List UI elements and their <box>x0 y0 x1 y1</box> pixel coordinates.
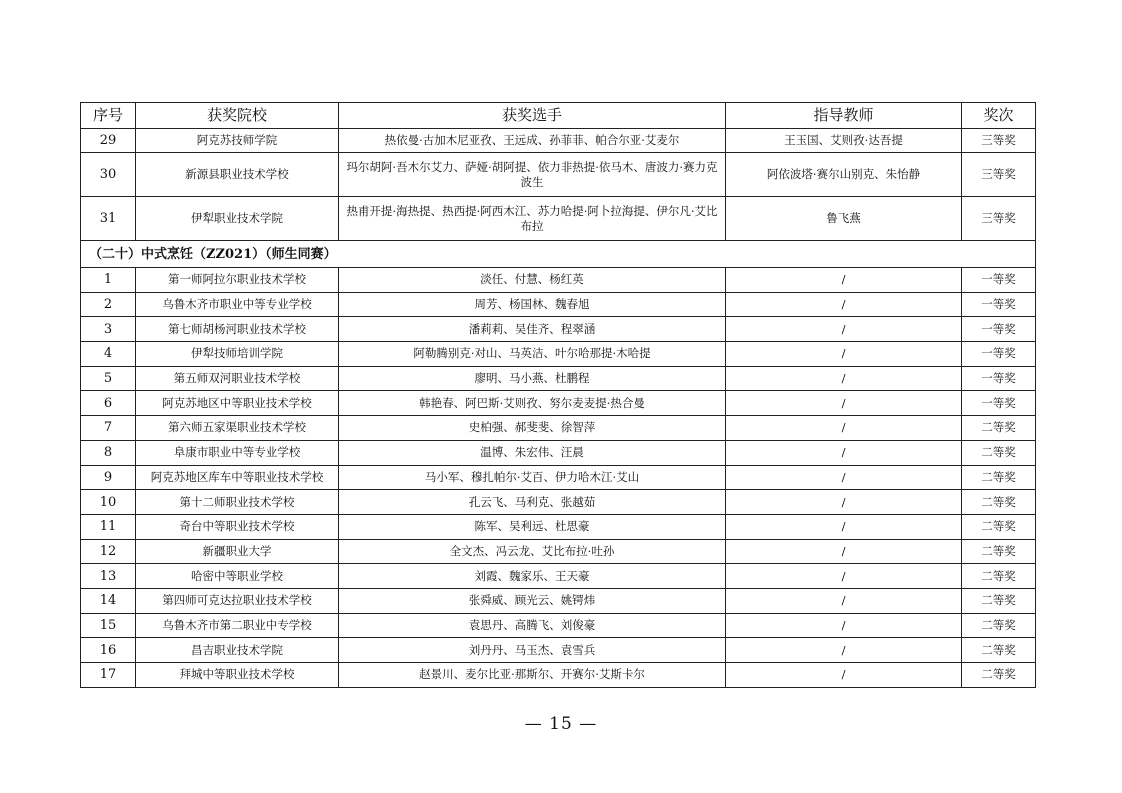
row-players: 周芳、杨国林、魏春旭 <box>339 292 726 317</box>
row-seq: 5 <box>81 366 136 391</box>
row-teacher: 鲁飞燕 <box>726 197 962 241</box>
row-seq: 11 <box>81 514 136 539</box>
row-players: 潘莉莉、吴佳齐、程翠涵 <box>339 317 726 342</box>
table-row <box>81 564 1036 589</box>
row-school: 伊犁技师培训学院 <box>136 342 339 367</box>
table-row <box>81 638 1036 663</box>
row-award: 一等奖 <box>962 317 1036 342</box>
table-row <box>81 129 1036 153</box>
row-seq: 17 <box>81 663 136 688</box>
row-players: 温博、朱宏伟、汪晨 <box>339 440 726 465</box>
table-row <box>81 342 1036 367</box>
row-players: 袁思丹、高腾飞、刘俊豪 <box>339 613 726 638</box>
row-school: 奇台中等职业技术学校 <box>136 514 339 539</box>
row-school: 第一师阿拉尔职业技术学校 <box>136 268 339 293</box>
page-number: — 15 — <box>524 714 598 734</box>
row-teacher: / <box>726 317 962 342</box>
row-award: 一等奖 <box>962 366 1036 391</box>
row-players: 热甫开提·海热提、热西提·阿西木江、苏力哈提·阿卜拉海提、伊尔凡·艾比布拉 <box>339 197 726 241</box>
row-players: 玛尔胡阿·吾木尔艾力、萨娅·胡阿提、依力非热提·依马木、唐波力·赛力克波生 <box>339 153 726 197</box>
row-school: 阿克苏地区中等职业技术学校 <box>136 391 339 416</box>
row-school: 第十二师职业技术学校 <box>136 490 339 515</box>
row-seq: 2 <box>81 292 136 317</box>
row-teacher: / <box>726 564 962 589</box>
row-school: 拜城中等职业技术学校 <box>136 663 339 688</box>
row-seq: 1 <box>81 268 136 293</box>
row-players: 全文杰、冯云龙、艾比布拉·吐孙 <box>339 539 726 564</box>
row-school: 新源县职业技术学校 <box>136 153 339 197</box>
table-row <box>81 539 1036 564</box>
table-header-row <box>81 103 1036 129</box>
row-seq: 9 <box>81 465 136 490</box>
row-award: 二等奖 <box>962 663 1036 688</box>
row-seq: 10 <box>81 490 136 515</box>
row-teacher: / <box>726 292 962 317</box>
table-row <box>81 440 1036 465</box>
row-teacher: / <box>726 588 962 613</box>
row-school: 第四师可克达拉职业技术学校 <box>136 588 339 613</box>
table-row <box>81 416 1036 441</box>
row-players: 淡任、付慧、杨红英 <box>339 268 726 293</box>
row-award: 一等奖 <box>962 391 1036 416</box>
row-seq: 12 <box>81 539 136 564</box>
row-school: 第六师五家渠职业技术学校 <box>136 416 339 441</box>
row-seq: 31 <box>81 197 136 241</box>
row-award: 二等奖 <box>962 465 1036 490</box>
row-award: 一等奖 <box>962 292 1036 317</box>
awards-table-container <box>80 102 1035 688</box>
row-seq: 30 <box>81 153 136 197</box>
row-school: 阜康市职业中等专业学校 <box>136 440 339 465</box>
row-teacher: / <box>726 539 962 564</box>
row-teacher: / <box>726 268 962 293</box>
row-award: 二等奖 <box>962 539 1036 564</box>
table-row <box>81 153 1036 197</box>
table-row <box>81 197 1036 241</box>
section-header-row <box>81 241 1036 268</box>
row-players: 马小军、穆扎帕尔·艾百、伊力哈木江·艾山 <box>339 465 726 490</box>
row-school: 第七师胡杨河职业技术学校 <box>136 317 339 342</box>
row-players: 孔云飞、马利克、张越茹 <box>339 490 726 515</box>
row-award: 二等奖 <box>962 564 1036 589</box>
row-players: 热依曼·古加木尼亚孜、王远成、孙菲菲、帕合尔亚·艾麦尔 <box>339 129 726 153</box>
table-row <box>81 317 1036 342</box>
row-award: 二等奖 <box>962 440 1036 465</box>
row-players: 韩艳春、阿巴斯·艾则孜、努尔麦麦提·热合曼 <box>339 391 726 416</box>
row-seq: 7 <box>81 416 136 441</box>
row-school: 阿克苏技师学院 <box>136 129 339 153</box>
section-title: （二十）中式烹饪（ZZ021）（师生同赛） <box>81 241 1036 268</box>
table-row <box>81 490 1036 515</box>
awards-table <box>80 102 1036 688</box>
row-seq: 16 <box>81 638 136 663</box>
row-seq: 6 <box>81 391 136 416</box>
row-award: 三等奖 <box>962 197 1036 241</box>
row-school: 新疆职业大学 <box>136 539 339 564</box>
row-teacher: / <box>726 465 962 490</box>
row-seq: 3 <box>81 317 136 342</box>
row-award: 一等奖 <box>962 268 1036 293</box>
row-school: 伊犁职业技术学院 <box>136 197 339 241</box>
row-seq: 8 <box>81 440 136 465</box>
row-players: 陈军、吴利远、杜思豪 <box>339 514 726 539</box>
row-teacher: / <box>726 440 962 465</box>
row-school: 阿克苏地区库车中等职业技术学校 <box>136 465 339 490</box>
row-seq: 15 <box>81 613 136 638</box>
table-body <box>81 129 1036 688</box>
row-award: 二等奖 <box>962 416 1036 441</box>
row-school: 乌鲁木齐市第二职业中专学校 <box>136 613 339 638</box>
table-row <box>81 613 1036 638</box>
row-award: 三等奖 <box>962 129 1036 153</box>
row-players: 张舜威、顾光云、姚锷炜 <box>339 588 726 613</box>
row-award: 二等奖 <box>962 613 1036 638</box>
row-players: 刘丹丹、马玉杰、袁雪兵 <box>339 638 726 663</box>
row-award: 二等奖 <box>962 588 1036 613</box>
row-seq: 29 <box>81 129 136 153</box>
table-row <box>81 268 1036 293</box>
row-players: 廖明、马小燕、杜鹏程 <box>339 366 726 391</box>
row-teacher: / <box>726 490 962 515</box>
table-row <box>81 663 1036 688</box>
row-school: 哈密中等职业学校 <box>136 564 339 589</box>
row-teacher: 王玉国、艾则孜·达吾提 <box>726 129 962 153</box>
row-teacher: / <box>726 613 962 638</box>
table-row <box>81 588 1036 613</box>
row-school: 乌鲁木齐市职业中等专业学校 <box>136 292 339 317</box>
row-teacher: / <box>726 342 962 367</box>
row-teacher: / <box>726 514 962 539</box>
row-players: 史柏强、郝斐斐、徐智萍 <box>339 416 726 441</box>
table-row <box>81 465 1036 490</box>
row-award: 二等奖 <box>962 638 1036 663</box>
header-teacher: 指导教师 <box>726 103 962 129</box>
row-players: 赵景川、麦尔比亚·那斯尔、开赛尔·艾斯卡尔 <box>339 663 726 688</box>
table-row <box>81 391 1036 416</box>
row-school: 第五师双河职业技术学校 <box>136 366 339 391</box>
row-teacher: / <box>726 638 962 663</box>
row-teacher: / <box>726 391 962 416</box>
row-players: 刘霞、魏家乐、王天豪 <box>339 564 726 589</box>
row-seq: 13 <box>81 564 136 589</box>
header-players: 获奖选手 <box>339 103 726 129</box>
row-award: 二等奖 <box>962 490 1036 515</box>
row-award: 一等奖 <box>962 342 1036 367</box>
table-row <box>81 366 1036 391</box>
row-seq: 14 <box>81 588 136 613</box>
header-award: 奖次 <box>962 103 1036 129</box>
row-teacher: / <box>726 416 962 441</box>
row-teacher: / <box>726 663 962 688</box>
header-school: 获奖院校 <box>136 103 339 129</box>
header-seq: 序号 <box>81 103 136 129</box>
row-players: 阿勒腾别克·对山、马英洁、叶尔哈那提·木哈提 <box>339 342 726 367</box>
row-teacher: 阿依波塔·赛尔山别克、朱怡静 <box>726 153 962 197</box>
table-row <box>81 292 1036 317</box>
row-seq: 4 <box>81 342 136 367</box>
row-school: 昌吉职业技术学院 <box>136 638 339 663</box>
table-row <box>81 514 1036 539</box>
row-award: 三等奖 <box>962 153 1036 197</box>
row-teacher: / <box>726 366 962 391</box>
row-award: 二等奖 <box>962 514 1036 539</box>
